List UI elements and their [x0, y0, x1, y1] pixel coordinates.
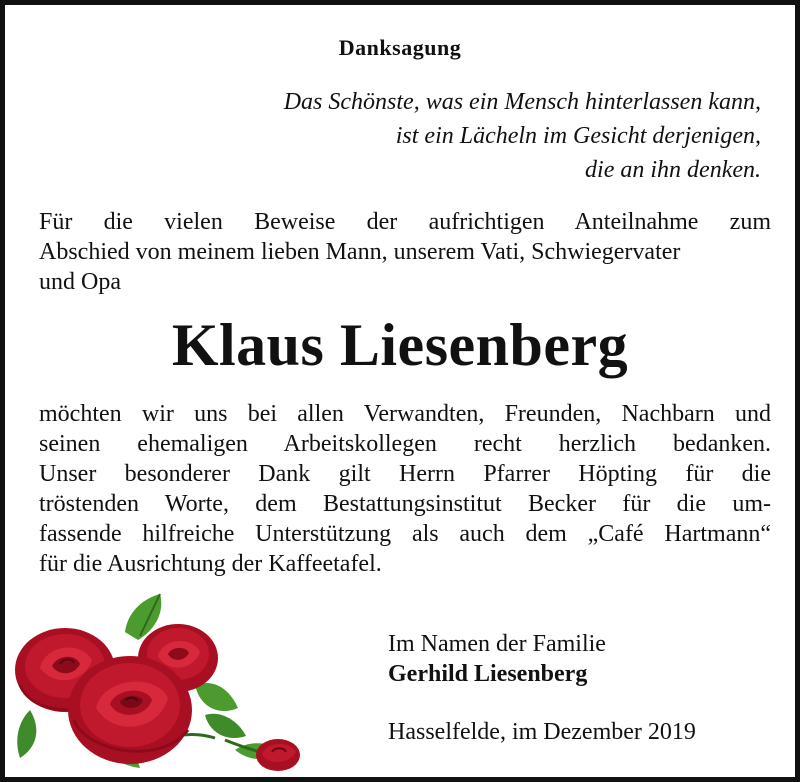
- body-line: für die Ausrichtung der Kaffeetafel.: [39, 551, 382, 577]
- place-date: Hasselfelde, im Dezember 2019: [388, 719, 696, 745]
- body-line: Unser besonderer Dank gilt Herrn Pfarrer Höpting für die: [39, 461, 771, 487]
- quote-line: Das Schönste, was ein Mensch hinterlassen kann,: [283, 89, 761, 115]
- intro-line: und Opa: [39, 269, 121, 295]
- quote-line: ist ein Lächeln im Gesicht derjenigen,: [395, 123, 761, 149]
- intro-line: Abschied von meinem lieben Mann, unserem Vati, Schwiegervater: [39, 239, 681, 265]
- signature-block: [388, 629, 606, 689]
- thanks-text: [39, 399, 771, 579]
- signature-line: Im Namen der Familie: [388, 631, 606, 657]
- body-line: seinen ehemaligen Arbeitskollegen recht herzlich bedanken.: [39, 431, 771, 457]
- signature-name: Gerhild Liesenberg: [388, 661, 588, 687]
- heading: Danksagung: [338, 35, 462, 60]
- intro-text: [39, 207, 771, 297]
- deceased-name: Klaus Liesenberg: [171, 312, 629, 378]
- body-line: tröstenden Worte, dem Bestattungsinstitut Becker für die um-: [39, 491, 771, 517]
- red-roses-icon: [10, 590, 310, 782]
- body-line: möchten wir uns bei allen Verwandten, Freunden, Nachbarn und: [39, 401, 771, 427]
- quote-line: die an ihn denken.: [585, 157, 761, 183]
- memorial-quote: [284, 85, 761, 187]
- body-line: fassende hilfreiche Unterstützung als auch dem „Café Hartmann“: [39, 521, 771, 547]
- intro-line: Für die vielen Beweise der aufrichtigen Anteilnahme zum: [39, 209, 771, 235]
